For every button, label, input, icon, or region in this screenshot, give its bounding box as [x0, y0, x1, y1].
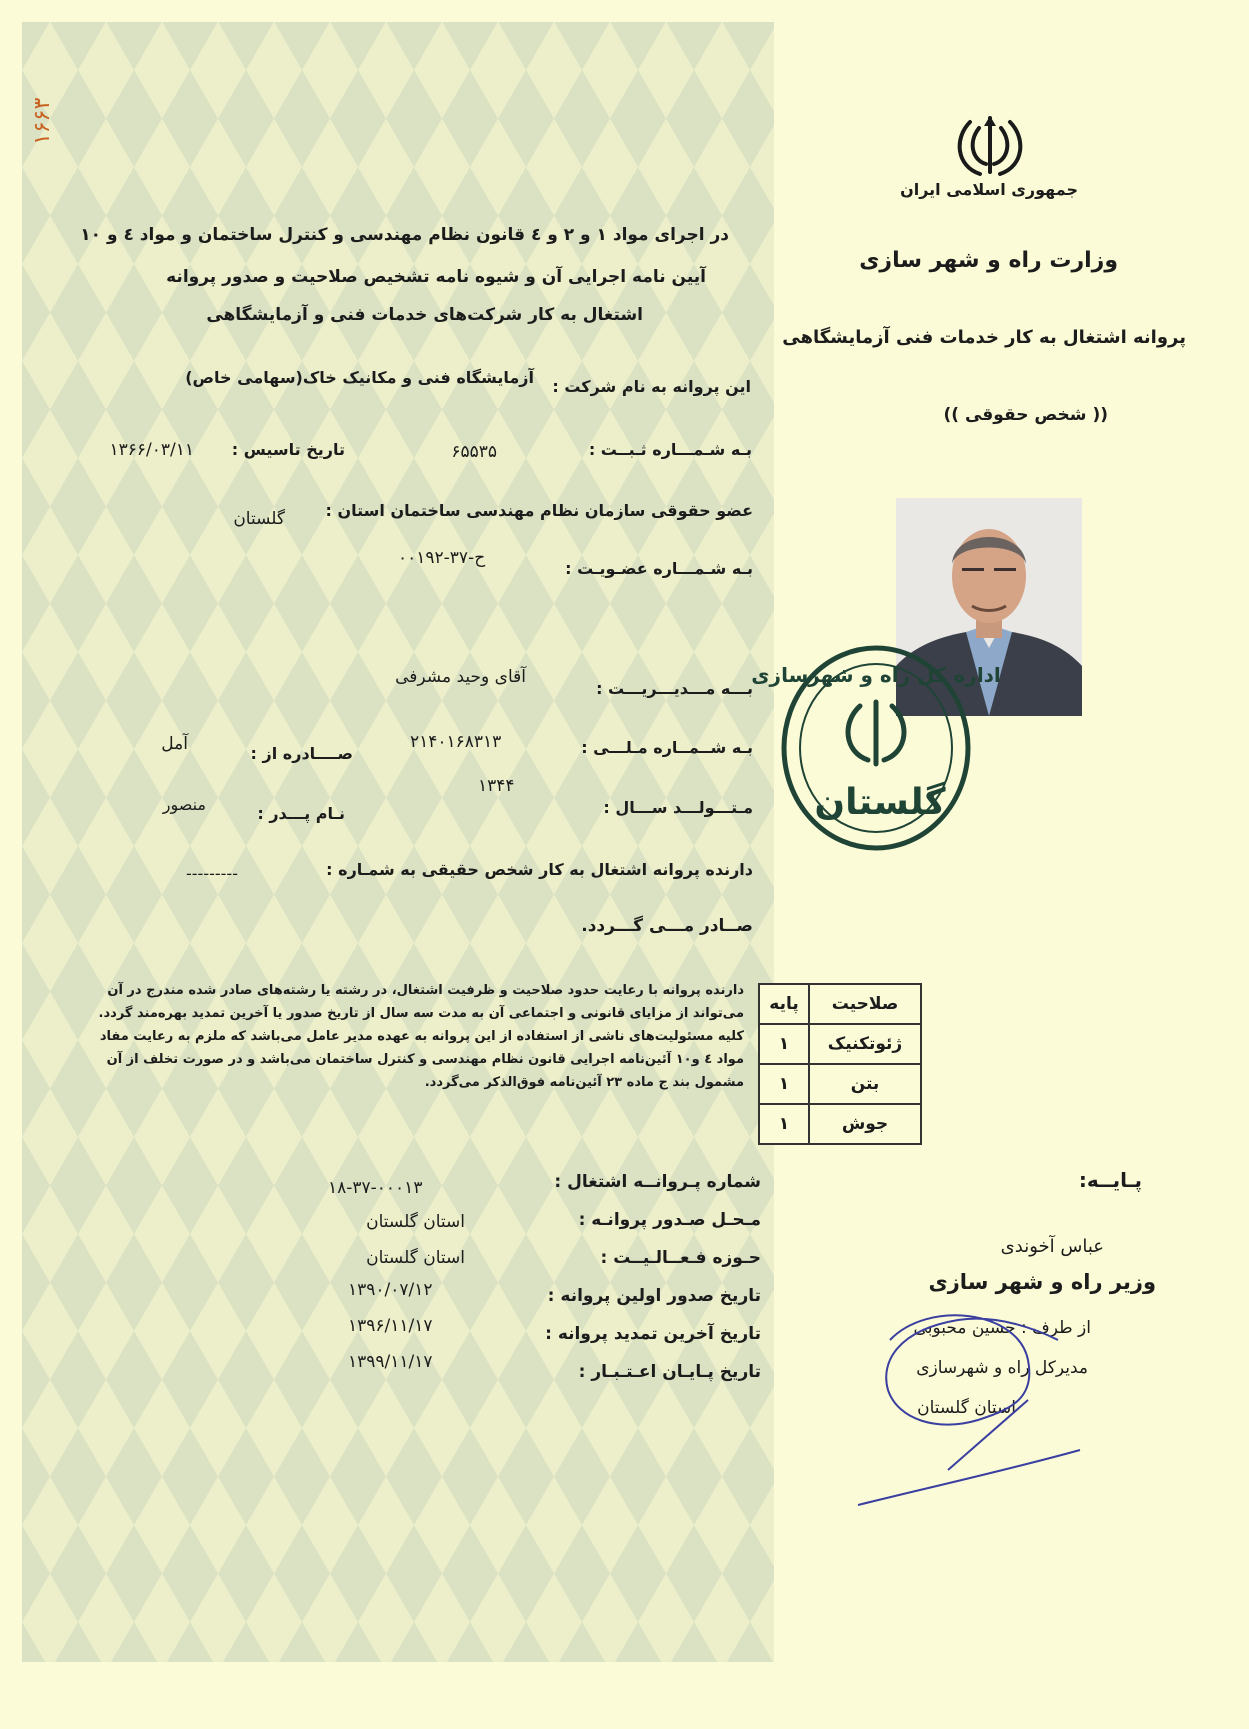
membership-province-label: عضو حقوقی سازمان نظام مهندسی ساختمان استان :	[325, 501, 753, 520]
expiry-date-value: ۱۳۹۹/۱۱/۱۷	[348, 1352, 433, 1372]
table-cell-competence: ژئوتکنیک	[809, 1024, 921, 1064]
founded-label: تاریخ تاسیس :	[231, 440, 345, 459]
last-renewal-date-label: تاریخ آخرین تمدید پروانه :	[545, 1324, 761, 1344]
note-line-1: دارنده پروانه با رعایت حدود صلاحیت و ظرفیت اشتغال، در رشته یا رشته‌های صادر شده مندرج در آن	[107, 983, 744, 998]
issue-place-value: استان گلستان	[366, 1212, 465, 1232]
grade-label: پـایــه:	[1078, 1168, 1142, 1192]
birth-year-label: مـتـــولـــد ســـال :	[603, 798, 753, 817]
handwritten-number: ۱۶۶۳	[30, 97, 55, 145]
minister-title: وزیر راه و شهر سازی	[928, 1270, 1156, 1294]
birth-year-value: ۱۳۴۴	[478, 776, 515, 796]
ministry-name: وزارت راه و شهر سازی	[859, 248, 1118, 273]
membership-number-value: ۰۰۱۹۲-ح-۳۷	[398, 548, 486, 568]
stamp-text-bottom: گلستان	[814, 782, 946, 823]
table-cell-competence: بتن	[809, 1064, 921, 1104]
founded-value: ۱۳۶۶/۰۳/۱۱	[109, 440, 194, 460]
membership-province-value: گلستان	[233, 509, 285, 529]
table-row	[759, 1024, 921, 1064]
on-behalf-of: از طرف : حسین محبوبی	[913, 1318, 1091, 1338]
handwritten-signature	[858, 1300, 1090, 1518]
membership-number-label: بـه شـمـــاره عضـویـت :	[565, 559, 753, 578]
table-header-grade: پایه	[759, 984, 809, 1024]
registration-value: ۶۵۵۳۵	[451, 442, 497, 462]
registration-label: بـه شـمـــاره ثـبــت :	[588, 440, 752, 459]
iran-emblem-icon	[950, 112, 1030, 180]
official-stamp	[751, 642, 1001, 854]
license-number-label: شماره پـروانــه اشتغال :	[554, 1172, 761, 1192]
entity-type: (( شخص حقوقی ))	[943, 405, 1108, 425]
signatory-province: استان گلستان	[917, 1398, 1016, 1418]
table-row	[759, 1064, 921, 1104]
first-issue-date-value: ۱۳۹۰/۰۷/۱۲	[348, 1280, 433, 1300]
table-cell-competence: جوش	[809, 1104, 921, 1144]
note-line-5: مشمول بند ج ماده ۲۳ آئین‌نامه فوق‌الذکر می‌گردد.	[424, 1075, 744, 1090]
activity-area-label: حـوزه فـعــالـیــت :	[600, 1248, 761, 1268]
license-title: پروانه اشتغال به کار خدمات فنی آزمایشگاهی	[782, 327, 1186, 348]
company-value: آزمایشگاه فنی و مکانیک خاک(سهامی خاص)	[185, 368, 534, 387]
holder-value: ---------	[186, 864, 238, 883]
table-cell-grade: ۱	[759, 1104, 809, 1144]
table-header-competence: صلاحیت	[809, 984, 921, 1024]
table-cell-grade: ۱	[759, 1024, 809, 1064]
manager-value: آقای وحید مشرفی	[395, 667, 526, 687]
preamble-line-1: در اجرای مواد ۱ و ۲ و ٤ قانون نظام مهندسی و کنترل ساختمان و مواد ٤ و ۱۰	[80, 225, 729, 245]
father-name-label: نـام پـــدر :	[257, 804, 345, 823]
preamble-line-3: اشتغال به کار شرکت‌های خدمات فنی و آزمایشگاهی	[206, 305, 643, 325]
stamp-text-top: اداره کل راه و شهرسازی	[751, 663, 1001, 687]
national-id-value: ۲۱۴۰۱۶۸۳۱۳	[410, 732, 502, 752]
company-label: این پروانه به نام شرکت :	[552, 377, 751, 396]
issued-statement: صــادر مـــی گـــردد.	[581, 916, 753, 936]
grades-table	[758, 983, 922, 1145]
national-id-label: بـه شــمــاره مـلـــی :	[581, 738, 753, 757]
note-line-3: کلیه مسئولیت‌های ناشی از استفاده از این پروانه به عهده مدیر عامل می‌باشد که ملزم به رعایت مفاد	[99, 1029, 744, 1044]
preamble-line-2: آیین نامه اجرایی آن و شیوه نامه تشخیص صلاحیت و صدور پروانه	[166, 267, 706, 287]
grades-table-header	[759, 984, 921, 1024]
first-issue-date-label: تاریخ صدور اولین پروانه :	[547, 1286, 761, 1306]
issued-from-label: صــــادره از :	[250, 744, 353, 763]
license-number-value: ۱۸-۳۷-۰۰۰۱۳	[328, 1178, 423, 1198]
activity-area-value: استان گلستان	[366, 1248, 465, 1268]
note-line-4: مواد ٤ و۱۰ آئین‌نامه اجرایی قانون نظام مهندسی و کنترل ساختمان می‌باشد و در صورت تخلف از آن	[106, 1052, 744, 1067]
table-row	[759, 1104, 921, 1144]
last-renewal-date-value: ۱۳۹۶/۱۱/۱۷	[348, 1316, 433, 1336]
country-name: جمهوری اسلامی ایران	[900, 180, 1078, 199]
holder-label: دارنده پروانه اشتغال به کار شخص حقیقی به شمـاره :	[326, 860, 753, 879]
expiry-date-label: تاریخ پـایـان اعـتـبـار :	[578, 1362, 761, 1382]
note-line-2: می‌تواند از مزایای قانونی و اجتماعی آن به مدت سه سال از تاریخ صدور یا آخرین تمدید بهره‌مند گردد.	[98, 1006, 744, 1021]
father-name-value: منصور	[162, 795, 206, 814]
minister-name: عباس آخوندی	[1000, 1236, 1104, 1257]
signatory-role: مدیرکل راه و شهرسازی	[916, 1358, 1088, 1378]
table-cell-grade: ۱	[759, 1064, 809, 1104]
issue-place-label: مـحـل صـدور پروانـه :	[578, 1210, 761, 1230]
manager-label: بـــه مـــدیـــریـــت :	[596, 679, 753, 698]
issued-from-value: آمل	[161, 734, 188, 754]
